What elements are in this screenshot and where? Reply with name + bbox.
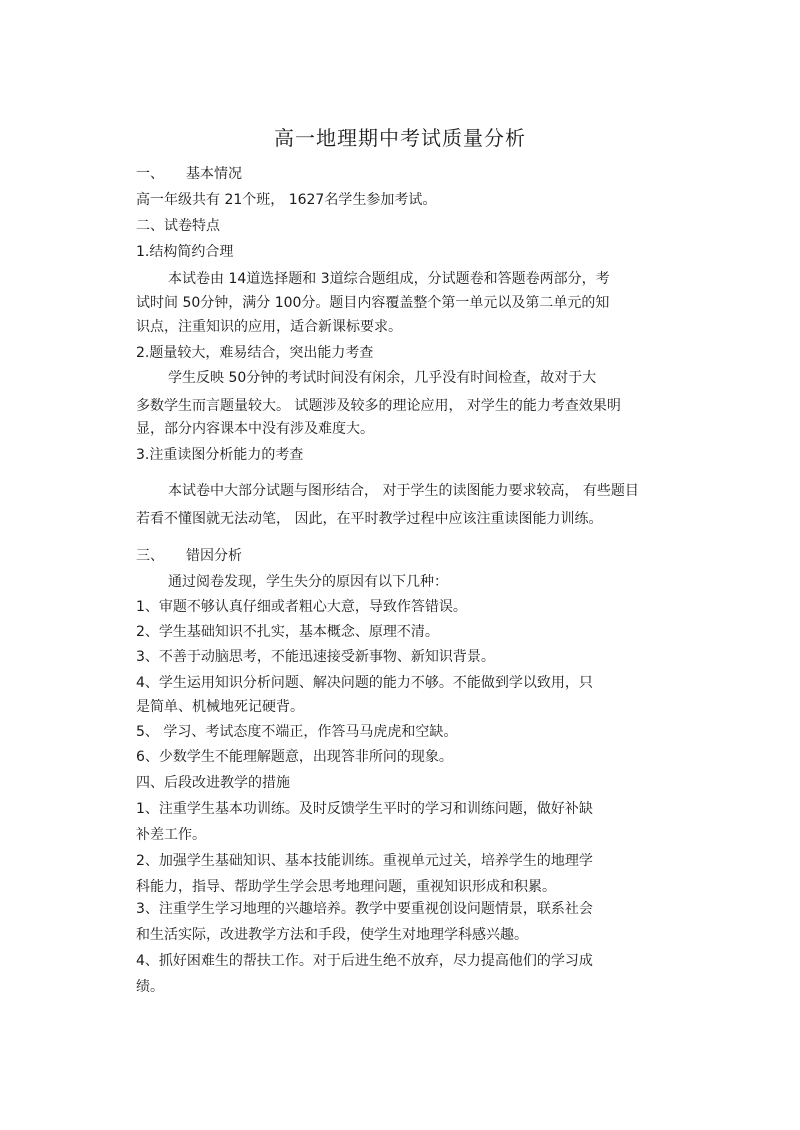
paragraph-line: 绩。 xyxy=(136,979,164,995)
paragraph-line: 高一年级共有 21个班， 1627名学生参加考试。 xyxy=(136,192,437,208)
paragraph-line: 补差工作。 xyxy=(136,827,206,843)
section-number: 一、 xyxy=(136,166,164,182)
paragraph-line: 通过阅卷发现，学生失分的原因有以下几种： xyxy=(168,574,448,590)
section-title: 基本情况 xyxy=(186,166,242,182)
paragraph-line: 识点，注重知识的应用，适合新课标要求。 xyxy=(136,319,402,335)
section-heading-error-analysis xyxy=(136,547,242,565)
page-title: 高一地理期中考试质量分析 xyxy=(274,126,526,150)
paragraph-line: 本试卷由 14道选择题和 3道综合题组成，分试题卷和答题卷两部分，考 xyxy=(168,271,610,287)
list-item: 3、不善于动脑思考，不能迅速接受新事物、新知识背景。 xyxy=(136,649,495,665)
list-item: 4、学生运用知识分析问题、解决问题的能力不够。不能做到学以致用，只 xyxy=(136,675,593,691)
list-item: 5、 学习、考试态度不端正，作答马马虎虎和空缺。 xyxy=(136,724,458,740)
list-item: 6、少数学生不能理解题意，出现答非所问的现象。 xyxy=(136,749,453,765)
list-item: 2、学生基础知识不扎实，基本概念、原理不清。 xyxy=(136,624,439,640)
subheading-structure: 1.结构简约合理 xyxy=(136,244,234,260)
section-title: 错因分析 xyxy=(186,548,242,564)
paragraph-line: 本试卷中大部分试题与图形结合， 对于学生的读图能力要求较高， 有些题目 xyxy=(168,483,639,499)
subheading-map-reading: 3.注重读图分析能力的考查 xyxy=(136,447,304,463)
paragraph-line: 和生活实际，改进教学方法和手段，使学生对地理学科感兴趣。 xyxy=(136,927,528,943)
paragraph-line: 试时间 50分钟，满分 100分。题目内容覆盖整个第一单元以及第二单元的知 xyxy=(136,295,610,311)
paragraph-line: 显，部分内容课本中没有涉及难度大。 xyxy=(136,421,374,437)
paragraph-line: 若看不懂图就无法动笔， 因此，在平时教学过程中应该注重读图能力训练。 xyxy=(136,511,603,527)
section-heading-improvements: 四、后段改进教学的措施 xyxy=(136,775,290,791)
section-heading-features: 二、试卷特点 xyxy=(136,218,220,234)
paragraph-line: 4、抓好困难生的帮扶工作。对于后进生绝不放弃，尽力提高他们的学习成 xyxy=(136,953,593,969)
paragraph-line: 多数学生而言题量较大。 试题涉及较多的理论应用， 对学生的能力考查效果明 xyxy=(136,398,621,414)
section-heading-basic xyxy=(136,165,242,183)
list-item: 1、审题不够认真仔细或者粗心大意，导致作答错误。 xyxy=(136,599,467,615)
paragraph-line: 2、加强学生基础知识、基本技能训练。重视单元过关，培养学生的地理学 xyxy=(136,853,593,869)
section-number: 三、 xyxy=(136,548,164,564)
paragraph-line: 3、注重学生学习地理的兴趣培养。教学中要重视创设问题情景，联系社会 xyxy=(136,901,593,917)
paragraph-line: 1、注重学生基本功训练。及时反馈学生平时的学习和训练问题，做好补缺 xyxy=(136,801,593,817)
subheading-volume: 2.题量较大，难易结合，突出能力考查 xyxy=(136,345,374,361)
paragraph-line: 科能力，指导、帮助学生学会思考地理问题，重视知识形成和积累。 xyxy=(136,879,556,895)
paragraph-line: 学生反映 50分钟的考试时间没有闲余，几乎没有时间检查，故对于大 xyxy=(168,370,597,386)
list-item: 是简单、机械地死记硬背。 xyxy=(136,699,304,715)
